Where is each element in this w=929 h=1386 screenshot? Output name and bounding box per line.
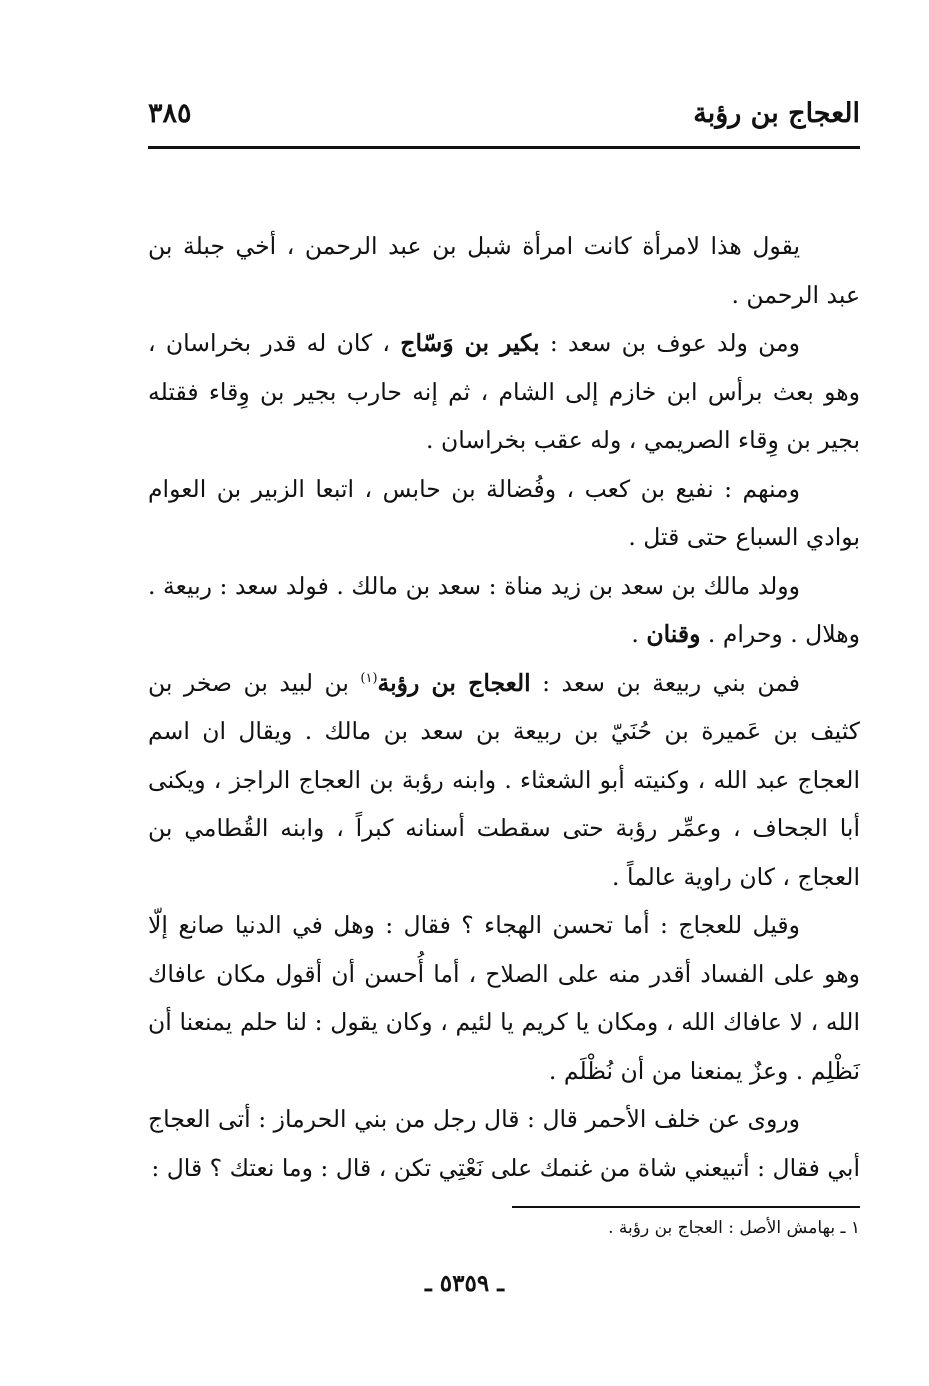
bold-name: العجاج بن رؤبة <box>377 668 531 697</box>
text-run: . <box>631 620 647 648</box>
main-text <box>148 222 860 1192</box>
bold-name: بكير بن وَسّاج <box>400 329 540 357</box>
paragraph: وقيل للعجاج : أما تحسن الهجاء ؟ فقال : وهل في الدنيا صانع إلّا وهو على الفساد أقدر منه على الصلاح ، أما أُحسن أن أقول مكان عافاك الله ، لا عافاك الله ، ومكان يا كريم يا لئيم ، وكان يقول : لنا حلم يمنعنا أن نَظْلِم . وعزٌ يمنعنا من أن نُظْلَم . <box>148 911 860 1085</box>
text-run: بن لبيد بن صخر بن كثيف بن عَميرة بن حُنَيّ بن ربيعة بن سعد بن مالك . ويقال ان اسم العجاج عبد الله ، وكنيته أبو الشعثاء . وابنه رؤبة بن العجاج الراجز ، ويكنى أبا الجحاف ، وعمِّر رؤبة حتى سقطت أسنانه كبراً ، وابنه القُطامي بن العجاج ، كان راوية عالماً . <box>148 668 860 891</box>
running-title: العجاج بن رؤبة <box>693 98 860 129</box>
bold-name: وقنان <box>646 620 701 648</box>
paragraph <box>148 319 860 465</box>
text-run: ، كان له قدر بخراسان ، وهو بعث برأس ابن خازم إلى الشام ، ثم إنه حارب بجير بن وِقاء فقتله بجير بن وِقاء الصريمي ، وله عقب بخراسان . <box>148 329 860 454</box>
folio-number: ـ ٥٣٥٩ ـ <box>425 1270 504 1297</box>
paragraph: ومنهم : نفيع بن كعب ، وفُضالة بن حابس ، اتبعا الزبير بن العوام بوادي السباع حتى قتل . <box>148 474 860 551</box>
paragraph <box>148 562 860 659</box>
text-run: وولد مالك بن سعد بن زيد مناة : سعد بن مالك . فولد سعد : ربيعة . وهلال . وحرام . <box>148 571 860 648</box>
footnote: ١ ـ بهامش الأصل : العجاج بن رؤبة . <box>608 1218 860 1238</box>
page-header <box>148 96 860 144</box>
paragraph: وروى عن خلف الأحمر قال : قال رجل من بني الحرماز : أتى العجاج أبي فقال : أتبيعني شاة من غنمك على نَعْتِي تكن ، قال : وما نعتك ؟ قال : <box>148 1105 860 1182</box>
footnote-rule <box>512 1206 860 1208</box>
text-run: فمن بني ربيعة بن سعد : <box>530 668 801 697</box>
page-number: ٣٨٥ <box>148 98 192 129</box>
paragraph: يقول هذا لامرأة كانت امرأة شبل بن عبد الرحمن ، أخي جبلة بن عبد الرحمن . <box>148 232 860 309</box>
header-rule <box>148 146 860 149</box>
text-run: ومن ولد عوف بن سعد : <box>539 329 800 357</box>
footnote-reference: (١) <box>360 670 378 686</box>
paragraph <box>148 659 860 902</box>
